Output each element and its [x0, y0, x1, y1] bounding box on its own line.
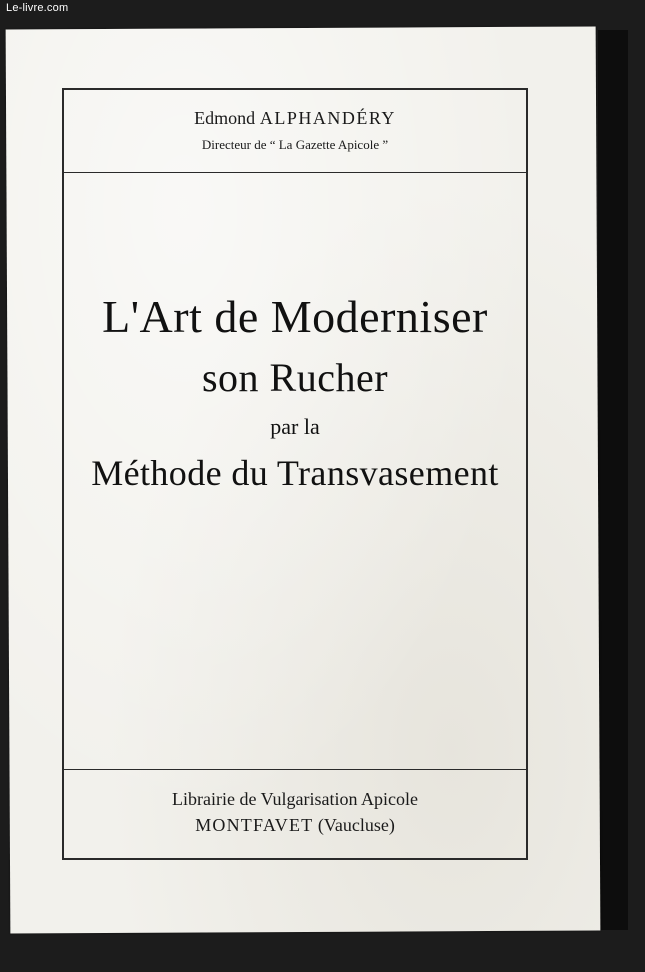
publisher-region: (Vaucluse) — [317, 815, 395, 835]
publisher-name: Librairie de Vulgarisation Apicole — [171, 789, 418, 809]
title-line-2: son Rucher — [201, 355, 389, 400]
publisher-place — [62, 815, 528, 836]
watermark-text: Le-livre.com — [6, 2, 69, 14]
title-line-4: Méthode du Transvasement — [91, 453, 499, 493]
footer-divider — [62, 769, 526, 770]
author-name — [62, 108, 528, 130]
publisher-city: MONTFAVET — [195, 815, 314, 835]
title-line-3: par la — [270, 414, 320, 439]
author-role: Directeur de “ La Gazette Apicole ” — [201, 137, 389, 152]
author-first-name: Edmond — [194, 108, 256, 128]
page-edge-shadow — [598, 30, 628, 930]
title-line-1: L'Art de Moderniser — [102, 291, 488, 342]
author-last-name: ALPHANDÉRY — [259, 108, 396, 128]
header-divider — [62, 172, 526, 173]
